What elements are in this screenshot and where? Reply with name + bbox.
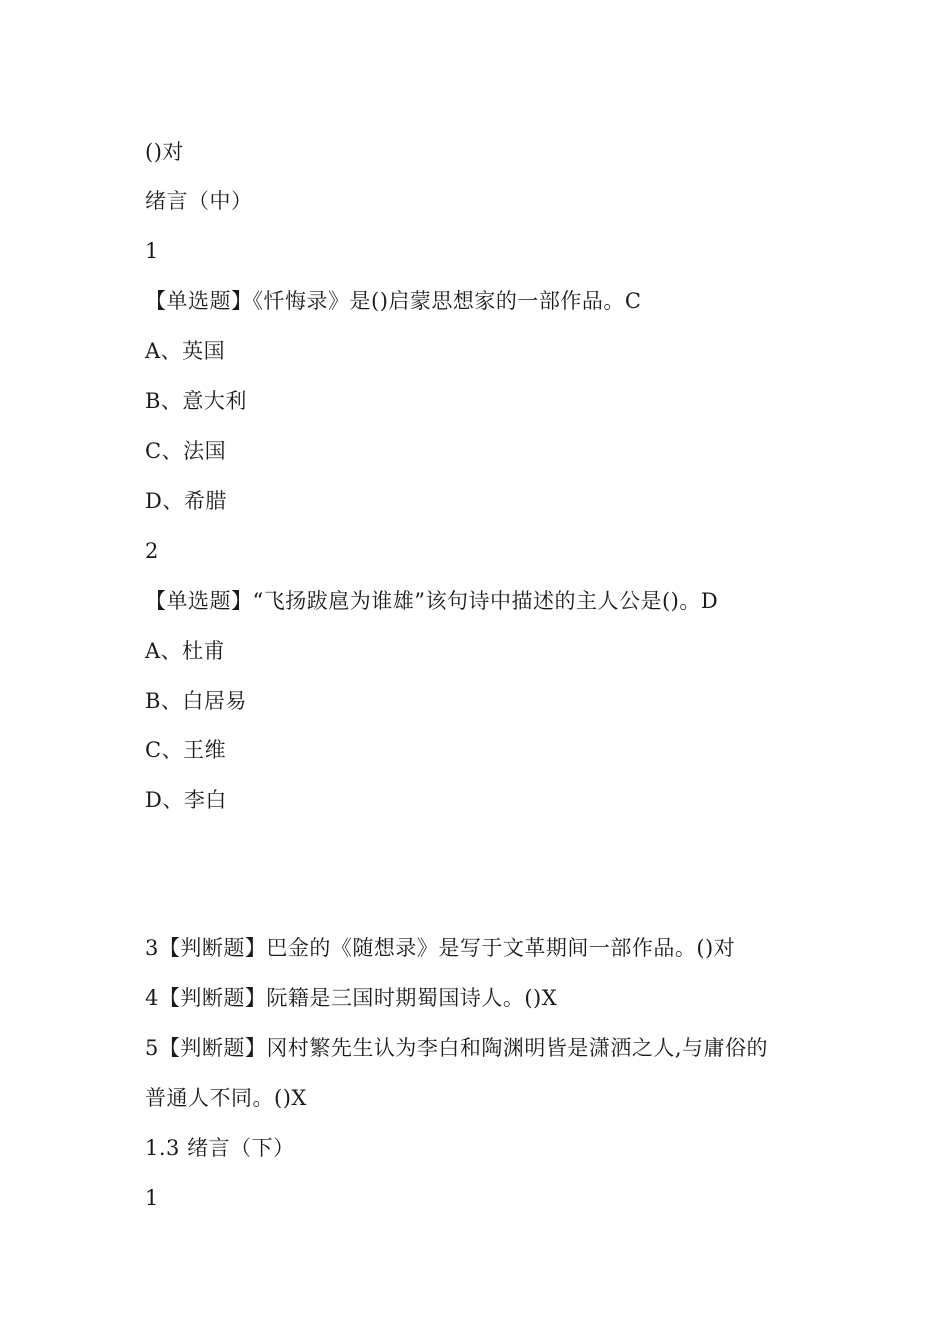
option-b: B、意大利 — [145, 389, 247, 413]
option-c: C、王维 — [145, 738, 227, 762]
option-b: B、白居易 — [145, 689, 247, 713]
text-line: ()对 — [145, 140, 184, 164]
question-number: 1 — [145, 1186, 159, 1210]
section-heading: 绪言（中） — [145, 189, 253, 213]
question-number: 2 — [145, 539, 159, 563]
true-false-question: 4【判断题】阮籍是三国时期蜀国诗人。()X — [145, 986, 558, 1010]
option-a: A、杜甫 — [145, 639, 226, 663]
question-text: 【单选题】《忏悔录》是()启蒙思想家的一部作品。C — [145, 289, 642, 313]
question-number: 1 — [145, 239, 159, 263]
section-heading: 1.3 绪言（下） — [145, 1136, 295, 1160]
true-false-question: 5【判断题】冈村繁先生认为李白和陶渊明皆是潇洒之人,与庸俗的 — [145, 1036, 769, 1060]
true-false-question-continued: 普通人不同。()X — [145, 1086, 307, 1110]
option-c: C、法国 — [145, 439, 227, 463]
option-a: A、英国 — [145, 339, 226, 363]
option-d: D、希腊 — [145, 489, 227, 513]
question-text: 【单选题】“飞扬跋扈为谁雄”该句诗中描述的主人公是()。D — [145, 589, 719, 613]
option-d: D、李白 — [145, 788, 227, 812]
true-false-question: 3【判断题】巴金的《随想录》是写于文革期间一部作品。()对 — [145, 936, 736, 960]
